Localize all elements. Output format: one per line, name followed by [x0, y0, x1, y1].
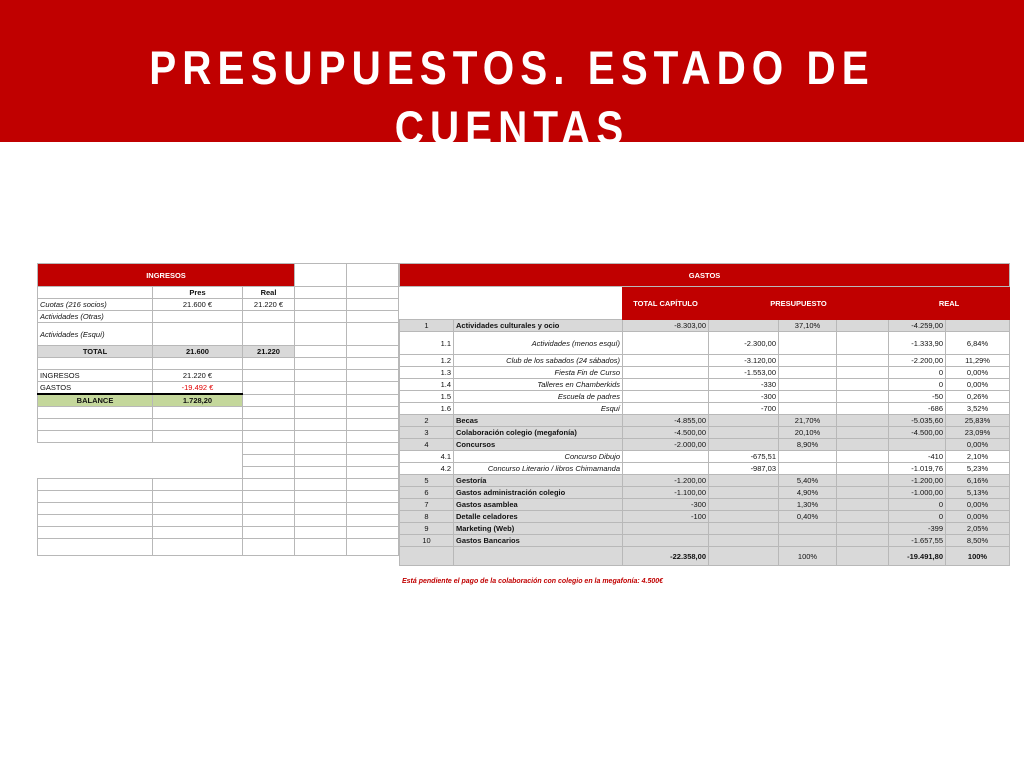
row-total-capitulo: -1.200,00	[623, 475, 709, 487]
row-number: 2	[400, 415, 454, 427]
row-real-pct: 5,23%	[946, 463, 1010, 475]
row-number: 1.3	[400, 367, 454, 379]
row-spacer	[837, 475, 889, 487]
row-concept: Actividades culturales y ocio	[454, 320, 623, 332]
row-concept: Gastos administración colegio	[454, 487, 623, 499]
row-number: 1.1	[400, 332, 454, 355]
row-spacer	[837, 379, 889, 391]
col-total-capitulo: TOTAL CAPÍTULO	[623, 287, 709, 320]
row-real-pct: 8,50%	[946, 535, 1010, 547]
row-presupuesto-pct	[779, 355, 837, 367]
row-real-value: -50	[889, 391, 946, 403]
gastos-row	[400, 523, 1010, 535]
row-concept: Talleres en Chamberkids	[454, 379, 623, 391]
row-real-pct: 6,84%	[946, 332, 1010, 355]
row-concept: Detalle celadores	[454, 511, 623, 523]
row-number: 1	[400, 320, 454, 332]
slide-title: PRESUPUESTOS. ESTADO DE CUENTAS	[149, 41, 875, 154]
total-pres: 21.600	[153, 346, 243, 358]
row-concept: Marketing (Web)	[454, 523, 623, 535]
row-presupuesto-pct: 4,90%	[779, 487, 837, 499]
row-real-pct: 0,00%	[946, 511, 1010, 523]
row-real-value: -1.019,76	[889, 463, 946, 475]
row-real-pct: 0,26%	[946, 391, 1010, 403]
col-presupuesto: PRESUPUESTO	[709, 287, 889, 320]
row-presupuesto-subtotal: -1.553,00	[709, 367, 779, 379]
row-presupuesto-pct	[779, 451, 837, 463]
row-number: 6	[400, 487, 454, 499]
row-total-capitulo	[623, 379, 709, 391]
row-presupuesto-subtotal	[709, 320, 779, 332]
summary-ingresos-value: 21.220 €	[153, 370, 243, 382]
row-number: 3	[400, 427, 454, 439]
gastos-row	[400, 320, 1010, 332]
row-number: 1.4	[400, 379, 454, 391]
gastos-row	[400, 439, 1010, 451]
row-number: 7	[400, 499, 454, 511]
row-presupuesto-pct	[779, 535, 837, 547]
row-spacer	[837, 487, 889, 499]
gastos-header: GASTOS	[400, 264, 1010, 287]
row-presupuesto-pct	[779, 367, 837, 379]
row-presupuesto-pct	[779, 332, 837, 355]
row-concept: Concurso Dibujo	[454, 451, 623, 463]
row-real-pct: 11,29%	[946, 355, 1010, 367]
title-banner	[0, 0, 1024, 154]
row-real-value: 0	[889, 367, 946, 379]
row-concept: Club de los sabados (24 sábados)	[454, 355, 623, 367]
row-presupuesto-subtotal	[709, 511, 779, 523]
row-real-value: -1.200,00	[889, 475, 946, 487]
gastos-row	[400, 499, 1010, 511]
row-real-pct: 0,00%	[946, 367, 1010, 379]
row-number: 8	[400, 511, 454, 523]
row-real-pct: 23,09%	[946, 427, 1010, 439]
row-real-value: -4.259,00	[889, 320, 946, 332]
row-real-value: -399	[889, 523, 946, 535]
row-number: 5	[400, 475, 454, 487]
row-presupuesto-pct: 1,30%	[779, 499, 837, 511]
row-concept: Escuela de padres	[454, 391, 623, 403]
row-real-value: 0	[889, 511, 946, 523]
col-pres-header: Pres	[153, 287, 243, 299]
row-presupuesto-subtotal	[709, 427, 779, 439]
row-total-capitulo: -4.855,00	[623, 415, 709, 427]
row-presupuesto-pct	[779, 523, 837, 535]
row-total-capitulo: -300	[623, 499, 709, 511]
gastos-row	[400, 427, 1010, 439]
row-number: 1.5	[400, 391, 454, 403]
row-real-value: -2.200,00	[889, 355, 946, 367]
row-real-pct: 6,16%	[946, 475, 1010, 487]
gastos-row	[400, 535, 1010, 547]
ingresos-header: INGRESOS	[38, 264, 295, 287]
row-presupuesto-pct: 20,10%	[779, 427, 837, 439]
row-presupuesto-subtotal	[709, 415, 779, 427]
gastos-row	[400, 367, 1010, 379]
cuotas-pres: 21.600 €	[153, 299, 243, 311]
row-number: 9	[400, 523, 454, 535]
row-spacer	[837, 403, 889, 415]
row-real-value: -686	[889, 403, 946, 415]
actividades-esqui-label: Actividades (Esquí)	[38, 323, 153, 346]
row-spacer	[837, 367, 889, 379]
row-presupuesto-subtotal	[709, 439, 779, 451]
row-spacer	[837, 355, 889, 367]
row-real-value: -4.500,00	[889, 427, 946, 439]
row-spacer	[837, 320, 889, 332]
row-concept: Colaboración colegio (megafonía)	[454, 427, 623, 439]
row-concept: Concurso Literario / libros Chimamanda	[454, 463, 623, 475]
row-concept: Gastos Bancarios	[454, 535, 623, 547]
row-presupuesto-pct: 0,40%	[779, 511, 837, 523]
gastos-table	[399, 263, 1010, 566]
balance-value: 1.728,20	[153, 394, 243, 407]
cuotas-real: 21.220 €	[243, 299, 295, 311]
row-number: 4.1	[400, 451, 454, 463]
row-presupuesto-subtotal	[709, 523, 779, 535]
row-presupuesto-subtotal: -675,51	[709, 451, 779, 463]
row-concept: Gastos asamblea	[454, 499, 623, 511]
row-presupuesto-subtotal: -330	[709, 379, 779, 391]
summary-gastos-label: GASTOS	[38, 382, 153, 395]
gastos-row	[400, 379, 1010, 391]
row-presupuesto-pct: 5,40%	[779, 475, 837, 487]
row-number: 4	[400, 439, 454, 451]
gastos-total-pct-real: 100%	[946, 547, 1010, 566]
row-real-pct: 25,83%	[946, 415, 1010, 427]
row-presupuesto-subtotal	[709, 535, 779, 547]
row-spacer	[837, 535, 889, 547]
summary-gastos-value: -19.492 €	[153, 382, 243, 395]
row-presupuesto-subtotal: -987,03	[709, 463, 779, 475]
row-presupuesto-subtotal: -700	[709, 403, 779, 415]
row-spacer	[837, 511, 889, 523]
row-total-capitulo: -1.100,00	[623, 487, 709, 499]
gastos-row	[400, 403, 1010, 415]
gastos-row	[400, 487, 1010, 499]
row-spacer	[837, 415, 889, 427]
gastos-row	[400, 475, 1010, 487]
total-real: 21.220	[243, 346, 295, 358]
row-real-value: -410	[889, 451, 946, 463]
row-concept: Concursos	[454, 439, 623, 451]
row-total-capitulo: -2.000,00	[623, 439, 709, 451]
row-real-value	[889, 439, 946, 451]
row-spacer	[837, 427, 889, 439]
row-total-capitulo	[623, 463, 709, 475]
row-number: 4.2	[400, 463, 454, 475]
row-spacer	[837, 523, 889, 535]
row-real-pct	[946, 320, 1010, 332]
row-spacer	[837, 332, 889, 355]
row-number: 10	[400, 535, 454, 547]
row-real-value: 0	[889, 499, 946, 511]
row-total-capitulo	[623, 451, 709, 463]
row-presupuesto-pct: 8,90%	[779, 439, 837, 451]
row-concept: Gestoría	[454, 475, 623, 487]
row-total-capitulo	[623, 367, 709, 379]
row-real-pct: 0,00%	[946, 499, 1010, 511]
row-real-pct: 2,10%	[946, 451, 1010, 463]
row-total-capitulo: -100	[623, 511, 709, 523]
row-total-capitulo	[623, 403, 709, 415]
ingresos-table	[37, 263, 399, 556]
row-presupuesto-pct	[779, 403, 837, 415]
row-spacer	[837, 499, 889, 511]
row-total-capitulo	[623, 523, 709, 535]
gastos-row	[400, 332, 1010, 355]
row-presupuesto-pct	[779, 463, 837, 475]
row-presupuesto-pct: 37,10%	[779, 320, 837, 332]
row-real-value: -5.035,60	[889, 415, 946, 427]
row-spacer	[837, 391, 889, 403]
gastos-row	[400, 415, 1010, 427]
gastos-total-real: -19.491,80	[889, 547, 946, 566]
row-total-capitulo	[623, 391, 709, 403]
pending-payment-note: Está pendiente el pago de la colaboración con colegio en la megafonía: 4.500€	[402, 578, 664, 585]
row-real-pct: 5,13%	[946, 487, 1010, 499]
gastos-row	[400, 511, 1010, 523]
row-spacer	[837, 463, 889, 475]
row-presupuesto-subtotal: -3.120,00	[709, 355, 779, 367]
row-real-pct: 0,00%	[946, 379, 1010, 391]
row-presupuesto-subtotal	[709, 499, 779, 511]
cuotas-label: Cuotas (216 socios)	[38, 299, 153, 311]
gastos-total-capitulo: -22.358,00	[623, 547, 709, 566]
balance-label: BALANCE	[38, 394, 153, 407]
row-real-pct: 3,52%	[946, 403, 1010, 415]
row-total-capitulo	[623, 535, 709, 547]
gastos-row	[400, 451, 1010, 463]
gastos-row	[400, 391, 1010, 403]
row-real-value: -1.000,00	[889, 487, 946, 499]
actividades-otras-label: Actividades (Otras)	[38, 311, 153, 323]
row-number: 1.6	[400, 403, 454, 415]
row-number: 1.2	[400, 355, 454, 367]
row-presupuesto-pct	[779, 379, 837, 391]
gastos-total-pct-pres: 100%	[779, 547, 837, 566]
row-presupuesto-subtotal: -300	[709, 391, 779, 403]
row-concept: Actividades (menos esquí)	[454, 332, 623, 355]
col-real-header: Real	[243, 287, 295, 299]
gastos-row	[400, 355, 1010, 367]
row-real-pct: 0,00%	[946, 439, 1010, 451]
row-real-value: -1.333,90	[889, 332, 946, 355]
summary-ingresos-label: INGRESOS	[38, 370, 153, 382]
row-presupuesto-pct: 21,70%	[779, 415, 837, 427]
row-concept: Becas	[454, 415, 623, 427]
row-total-capitulo	[623, 355, 709, 367]
total-label: TOTAL	[38, 346, 153, 358]
row-concept: Esquí	[454, 403, 623, 415]
row-spacer	[837, 439, 889, 451]
row-real-value: 0	[889, 379, 946, 391]
row-presupuesto-subtotal	[709, 475, 779, 487]
row-real-pct: 2,05%	[946, 523, 1010, 535]
row-presupuesto-subtotal	[709, 487, 779, 499]
row-presupuesto-pct	[779, 391, 837, 403]
row-total-capitulo: -8.303,00	[623, 320, 709, 332]
row-presupuesto-subtotal: -2.300,00	[709, 332, 779, 355]
gastos-row	[400, 463, 1010, 475]
col-real: REAL	[889, 287, 1010, 320]
row-spacer	[837, 451, 889, 463]
row-real-value: -1.657,55	[889, 535, 946, 547]
row-total-capitulo: -4.500,00	[623, 427, 709, 439]
row-concept: Fiesta Fin de Curso	[454, 367, 623, 379]
row-total-capitulo	[623, 332, 709, 355]
